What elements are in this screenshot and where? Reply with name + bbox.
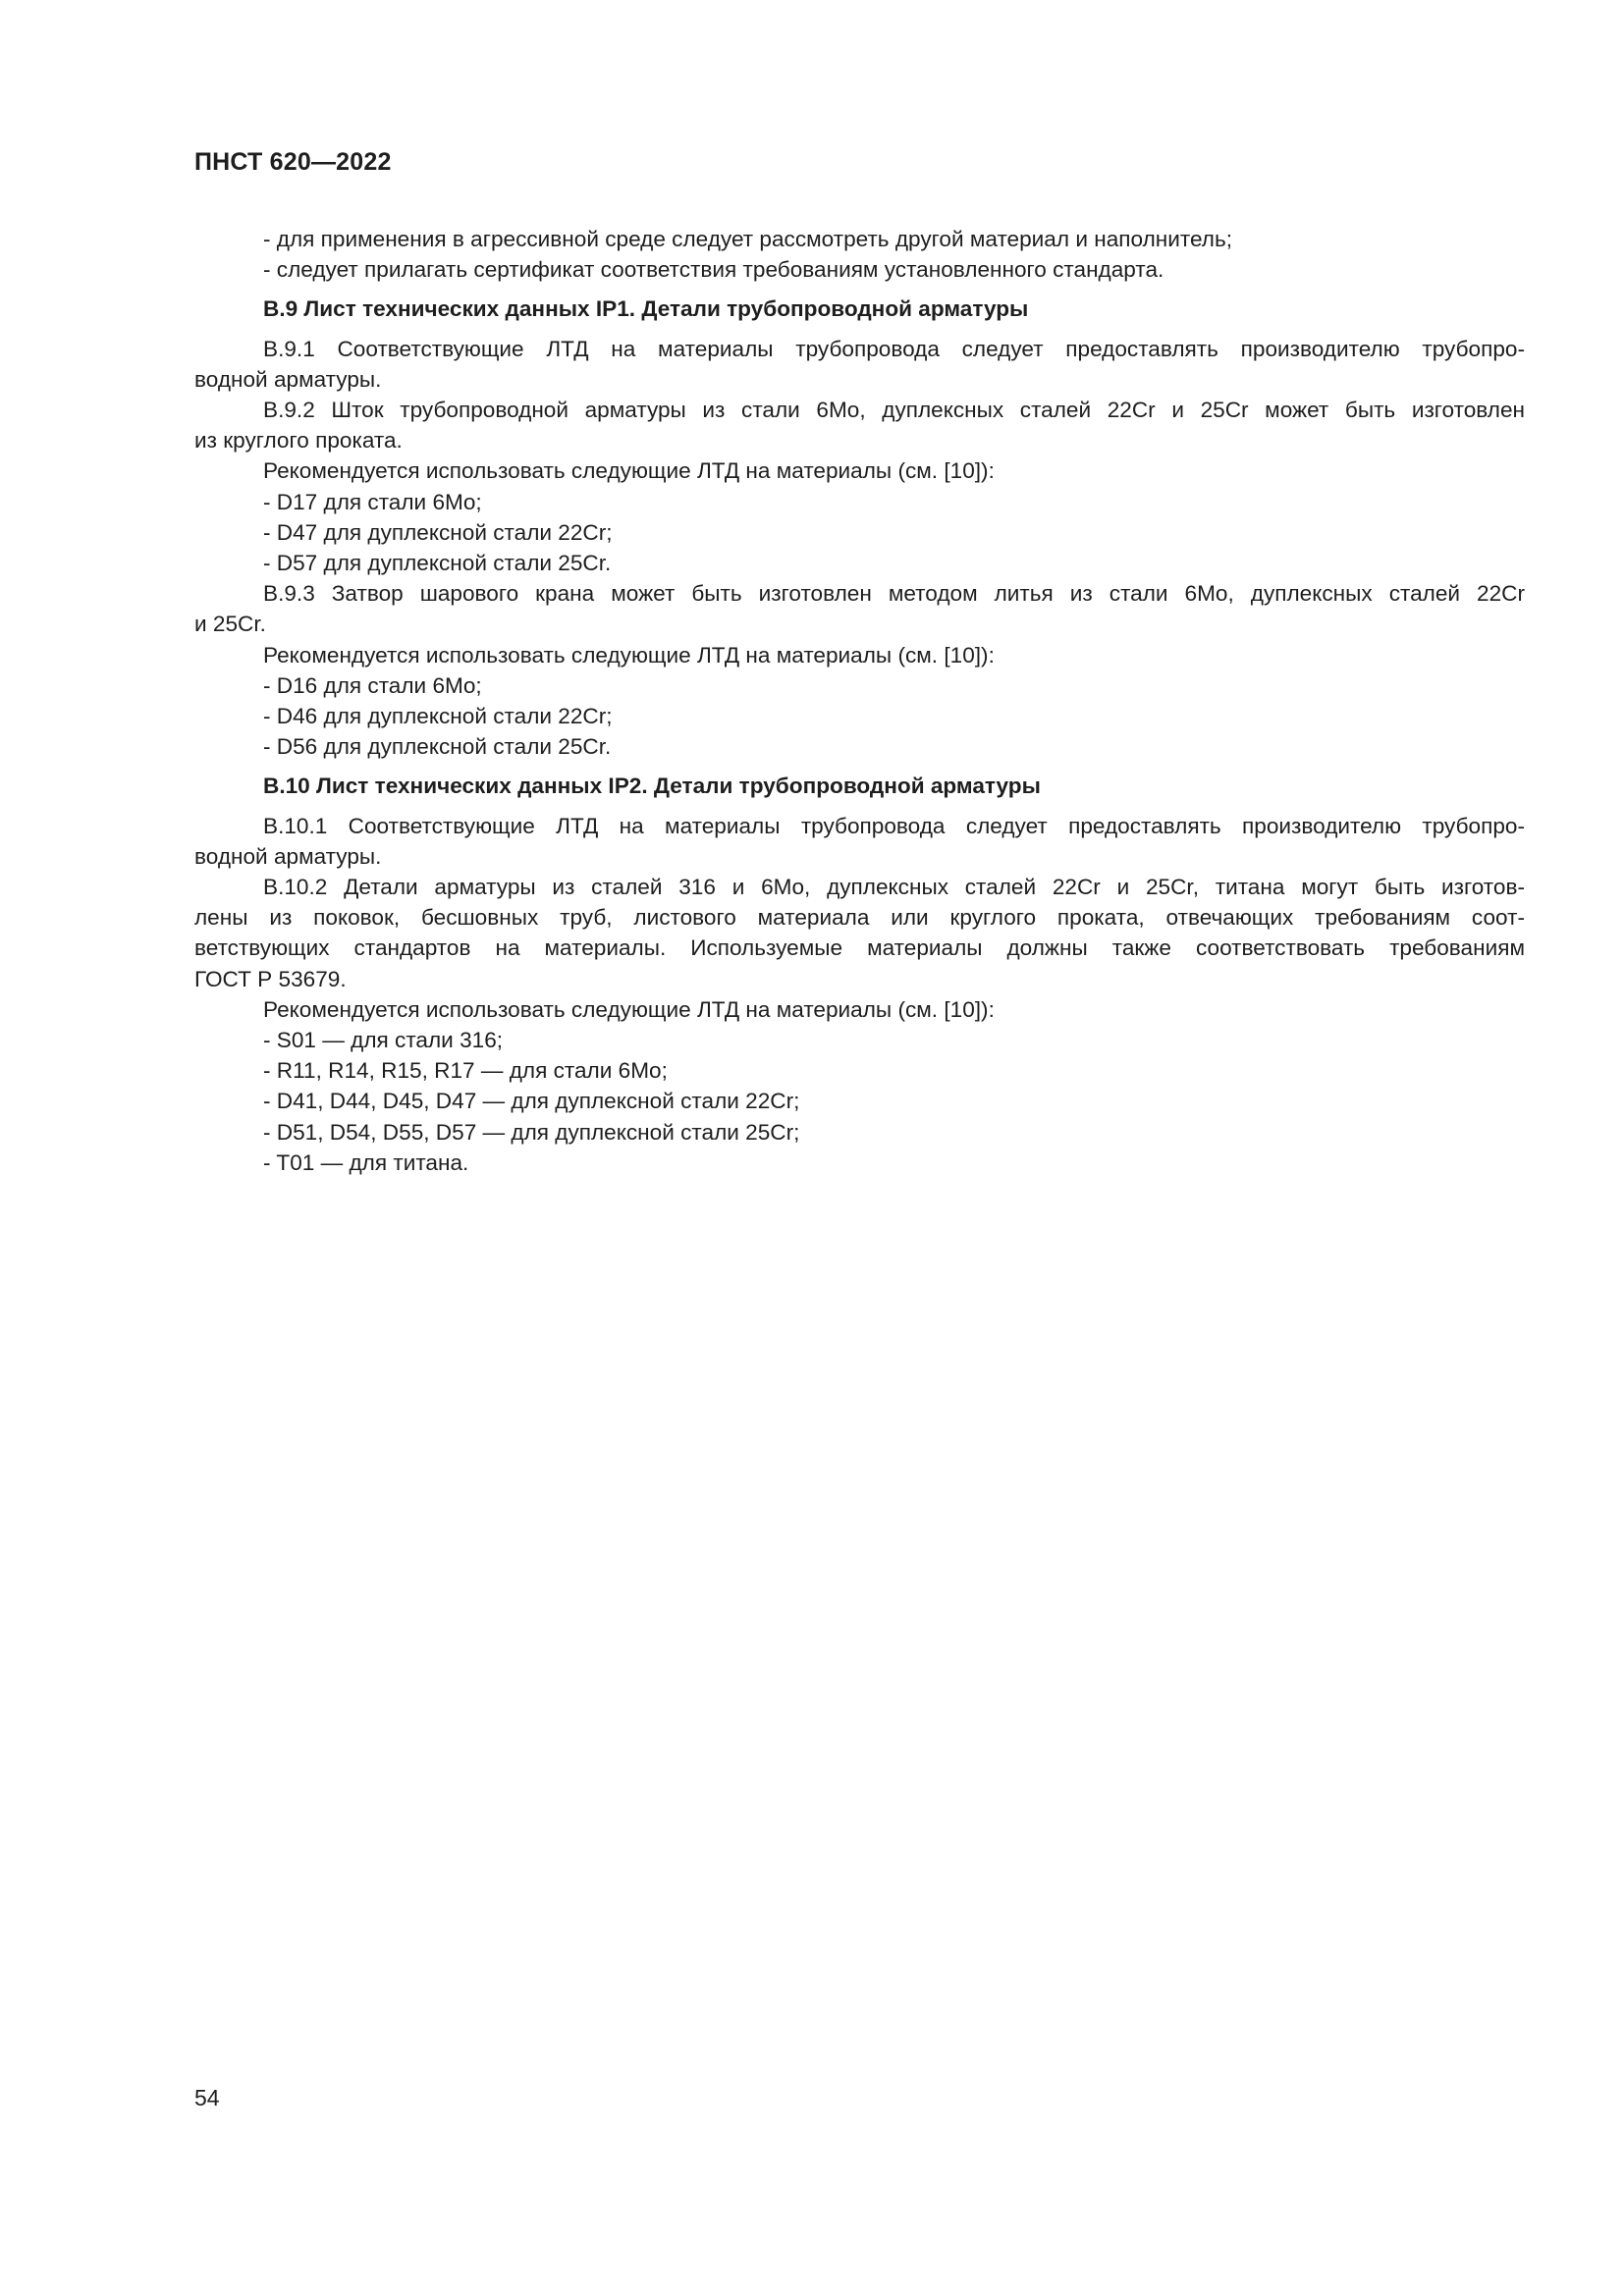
paragraph-line: B.9.3 Затвор шарового крана может быть изготовлен методом литья из стали 6Mo, дуплексных сталей 22Cr xyxy=(263,581,1525,607)
paragraph-line: B.9.1 Соответствующие ЛТД на материалы трубопровода следует предоставлять производителю трубопро- xyxy=(263,336,1525,361)
paragraph-line: - D17 для стали 6Mo; xyxy=(263,489,482,514)
paragraph-line: - T01 — для титана. xyxy=(263,1149,469,1175)
page-number: 54 xyxy=(194,2085,220,2110)
paragraph-line: и 25Cr. xyxy=(194,612,266,637)
paragraph-line: - D56 для дуплексной стали 25Cr. xyxy=(263,734,612,760)
section-heading: B.9 Лист технических данных IP1. Детали трубопроводной арматуры xyxy=(263,296,1029,322)
paragraph-line: B.9.2 Шток трубопроводной арматуры из стали 6Mo, дуплексных сталей 22Cr и 25Cr может быть изготовлен xyxy=(263,398,1525,423)
section-heading: B.10 Лист технических данных IP2. Детали трубопроводной арматуры xyxy=(263,774,1041,799)
document-body xyxy=(194,224,1525,1178)
paragraph-line: водной арматуры. xyxy=(194,843,382,869)
paragraph-line: ветствующих стандартов на материалы. Используемые материалы должны также соответствовать требованиям xyxy=(194,935,1525,961)
paragraph-line: ГОСТ Р 53679. xyxy=(194,966,347,991)
paragraph-line: - R11, R14, R15, R17 — для стали 6Mo; xyxy=(263,1058,668,1084)
paragraph-line: - для применения в агрессивной среде следует рассмотреть другой материал и наполнитель; xyxy=(263,227,1232,251)
paragraph-line: лены из поковок, бесшовных труб, листового материала или круглого проката, отвечающих требованиям соот- xyxy=(194,905,1525,931)
paragraph-line: водной арматуры. xyxy=(194,366,382,392)
paragraph-line: - D47 для дуплексной стали 22Cr; xyxy=(263,519,613,545)
paragraph-line: B.10.1 Соответствующие ЛТД на материалы трубопровода следует предоставлять производителю трубопро- xyxy=(263,813,1525,838)
paragraph-line: - D51, D54, D55, D57 — для дуплексной стали 25Cr; xyxy=(263,1119,800,1145)
paragraph-line: Рекомендуется использовать следующие ЛТД на материалы (см. [10]): xyxy=(263,642,995,667)
paragraph-line: Рекомендуется использовать следующие ЛТД на материалы (см. [10]): xyxy=(263,458,995,484)
paragraph-line: - S01 — для стали 316; xyxy=(263,1028,504,1053)
paragraph-line: - D16 для стали 6Mo; xyxy=(263,672,482,698)
paragraph-line: из круглого проката. xyxy=(194,428,403,454)
paragraph-line: - D46 для дуплексной стали 22Cr; xyxy=(263,704,613,729)
paragraph-line: - D57 для дуплексной стали 25Cr. xyxy=(263,551,612,576)
paragraph-line: B.10.2 Детали арматуры из сталей 316 и 6Mo, дуплексных сталей 22Cr и 25Cr, титана могут быть изготов- xyxy=(263,875,1525,900)
paragraph-line: - следует прилагать сертификат соответствия требованиям установленного стандарта. xyxy=(263,257,1164,283)
paragraph-line: Рекомендуется использовать следующие ЛТД на материалы (см. [10]): xyxy=(263,996,995,1022)
document-header-title: ПНСТ 620—2022 xyxy=(194,148,392,176)
paragraph-line: - D41, D44, D45, D47 — для дуплексной стали 22Cr; xyxy=(263,1089,800,1114)
